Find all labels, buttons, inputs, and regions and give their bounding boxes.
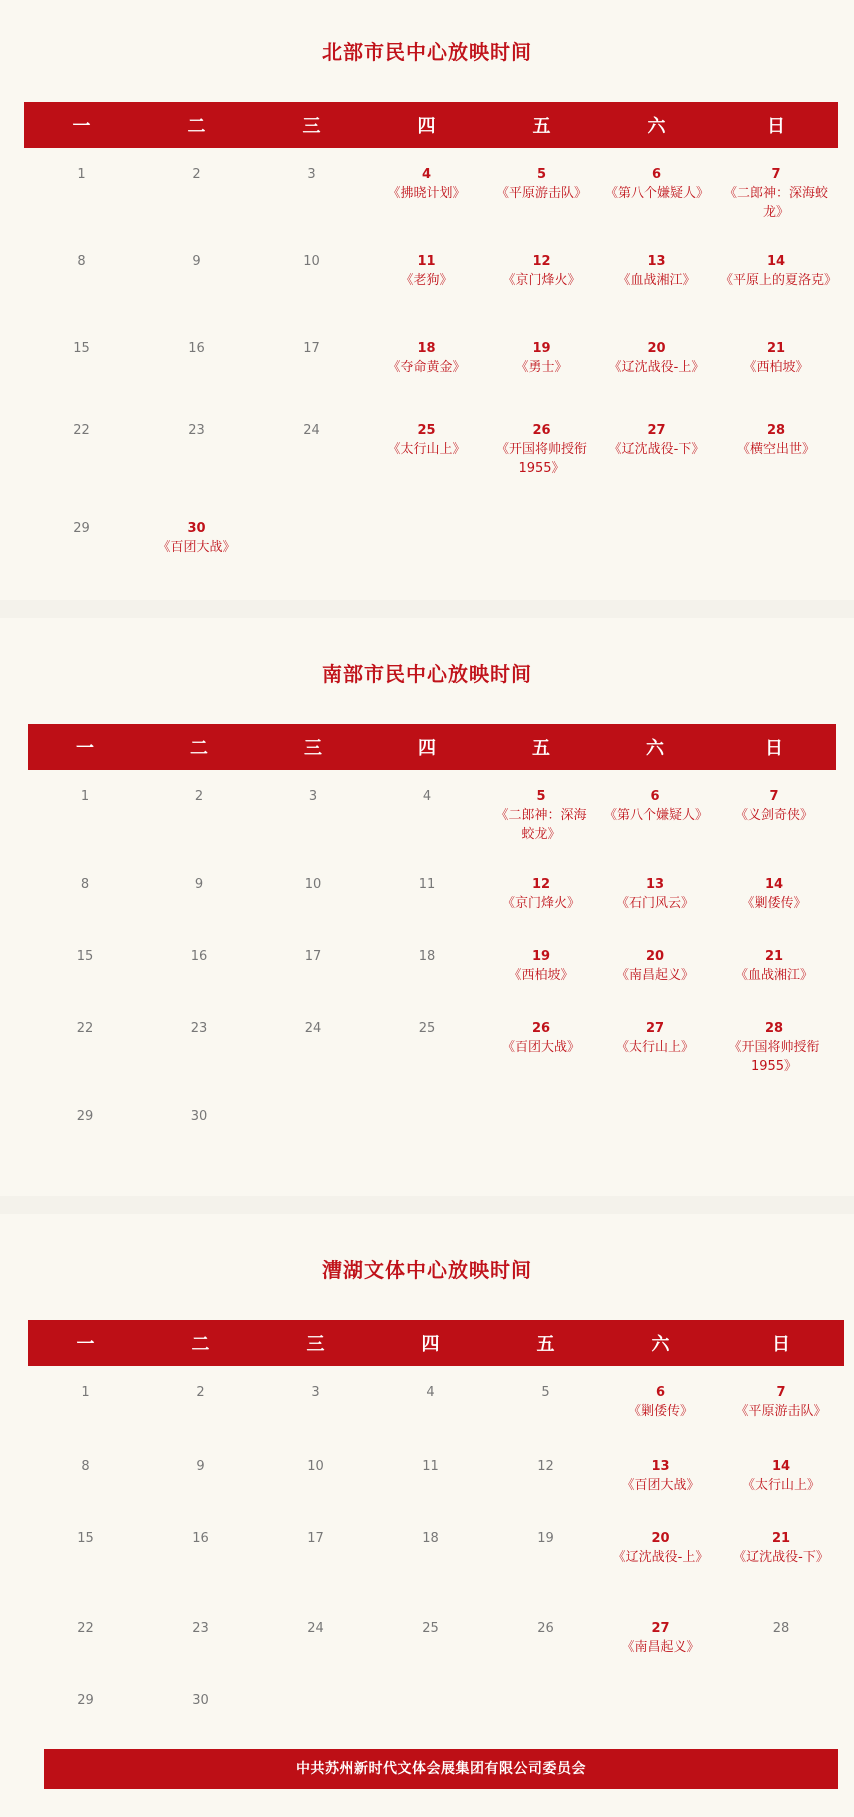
weekday-header: 六 (598, 724, 712, 770)
day-number: 10 (307, 1459, 324, 1474)
calendar-day-cell (603, 1512, 718, 1602)
calendar-day-cell (369, 148, 484, 235)
calendar-body (24, 148, 838, 592)
calendar-day-cell (139, 148, 254, 235)
calendar-day-cell (599, 502, 714, 592)
calendar-day-cell (143, 1512, 258, 1602)
day-number: 18 (418, 949, 436, 964)
calendar-day-cell (714, 502, 838, 592)
calendar-day-cell (258, 1440, 373, 1512)
calendar-week-row (28, 1002, 836, 1090)
calendar-week-row (28, 930, 836, 1002)
film-title: 《第八个嫌疑人》 (605, 186, 710, 201)
film-title: 《义剑奇侠》 (734, 808, 813, 823)
day-number: 10 (304, 877, 322, 892)
calendar-day-cell (370, 858, 484, 930)
film-title: 《百团大战》 (621, 1478, 700, 1493)
section-divider (0, 600, 854, 618)
film-title: 《血战湘江》 (617, 273, 696, 288)
day-number: 8 (81, 1459, 90, 1474)
day-number: 27 (645, 1021, 665, 1036)
day-number: 30 (187, 521, 206, 536)
section-title-north: 北部市民中心放映时间 (322, 40, 532, 64)
film-title: 《辽沈战役-上》 (608, 360, 705, 375)
day-number: 25 (417, 423, 436, 438)
film-title: 《西柏坡》 (508, 968, 574, 983)
day-number: 18 (422, 1531, 439, 1546)
day-number: 3 (311, 1385, 320, 1400)
day-number: 28 (764, 1021, 784, 1036)
day-number: 22 (73, 423, 90, 438)
calendar-day-cell (24, 148, 139, 235)
day-number: 24 (303, 423, 320, 438)
calendar-day-cell (603, 1366, 718, 1440)
day-number: 30 (192, 1693, 209, 1708)
calendar-day-cell (370, 770, 484, 858)
calendar-week-row (28, 1090, 836, 1162)
day-number: 29 (77, 1693, 94, 1708)
film-title: 《血战湘江》 (734, 968, 813, 983)
calendar-day-cell (484, 404, 599, 502)
calendar-day-cell (488, 1602, 603, 1674)
day-number: 1 (81, 1385, 90, 1400)
calendar-day-cell (254, 322, 369, 404)
calendar-day-cell (24, 502, 139, 592)
day-number: 2 (194, 789, 204, 804)
weekday-header: 二 (143, 1320, 258, 1366)
day-number: 13 (651, 1459, 670, 1474)
film-title: 《二郎神：深海蛟龙》 (723, 186, 828, 220)
calendar-day-cell (142, 930, 256, 1002)
day-number: 6 (651, 167, 662, 182)
weekday-header-row (28, 724, 836, 770)
film-title: 《石门风云》 (615, 896, 694, 911)
calendar-week-row (28, 1512, 844, 1602)
film-title: 《辽沈战役-下》 (733, 1550, 829, 1565)
film-title: 《百团大战》 (157, 540, 236, 555)
calendar-day-cell (139, 502, 254, 592)
calendar-week-row (28, 858, 836, 930)
calendar-day-cell (373, 1366, 488, 1440)
calendar-day-cell (143, 1602, 258, 1674)
film-title: 《拂晓计划》 (387, 186, 466, 201)
day-number: 9 (192, 254, 201, 269)
calendar-day-cell (599, 322, 714, 404)
weekday-header: 日 (718, 1320, 844, 1366)
weekday-header: 二 (142, 724, 256, 770)
calendar-day-cell (142, 858, 256, 930)
calendar-day-cell (256, 858, 370, 930)
day-number: 8 (77, 254, 86, 269)
weekday-header: 六 (599, 102, 714, 148)
film-title: 《第八个嫌疑人》 (604, 808, 709, 823)
day-number: 7 (771, 167, 781, 182)
calendar-day-cell (373, 1602, 488, 1674)
weekday-header: 三 (254, 102, 369, 148)
calendar-day-cell (139, 404, 254, 502)
day-number: 6 (655, 1385, 666, 1400)
day-number: 19 (531, 949, 551, 964)
calendar-day-cell (714, 148, 838, 235)
day-number: 1 (80, 789, 90, 804)
day-number: 23 (188, 423, 205, 438)
calendar-day-cell (484, 1002, 598, 1090)
day-number: 9 (196, 1459, 205, 1474)
calendar-day-cell (254, 502, 369, 592)
calendar-week-row (28, 1602, 844, 1674)
day-number: 22 (77, 1621, 94, 1636)
day-number: 15 (77, 1531, 94, 1546)
weekday-header: 日 (712, 724, 836, 770)
day-number: 28 (772, 1621, 790, 1636)
calendar-day-cell (714, 322, 838, 404)
day-number: 17 (304, 949, 322, 964)
day-number: 4 (426, 1385, 435, 1400)
calendar-day-cell (484, 1090, 598, 1162)
calendar-day-cell (24, 322, 139, 404)
day-number: 20 (651, 1531, 670, 1546)
calendar-day-cell (254, 148, 369, 235)
calendar-day-cell (373, 1674, 488, 1734)
day-number: 4 (421, 167, 432, 182)
calendar-day-cell (488, 1366, 603, 1440)
film-title: 《京门烽火》 (502, 273, 581, 288)
calendar-day-cell (28, 1440, 143, 1512)
weekday-header: 三 (258, 1320, 373, 1366)
calendar-day-cell (599, 404, 714, 502)
day-number: 5 (536, 167, 547, 182)
day-number: 29 (73, 521, 90, 536)
day-number: 6 (650, 789, 660, 804)
calendar-day-cell (143, 1366, 258, 1440)
calendar-day-cell (718, 1512, 844, 1602)
day-number: 14 (771, 1459, 791, 1474)
calendar-day-cell (599, 148, 714, 235)
day-number: 24 (307, 1621, 324, 1636)
film-title: 《勇士》 (515, 360, 568, 375)
calendar-day-cell (484, 502, 599, 592)
calendar-day-cell (484, 858, 598, 930)
day-number: 16 (190, 949, 208, 964)
calendar-day-cell (714, 235, 838, 322)
calendar-week-row (28, 1366, 844, 1440)
calendar-body (28, 770, 836, 1162)
film-title: 《太行山上》 (387, 442, 466, 457)
day-number: 10 (303, 254, 320, 269)
film-title: 《辽沈战役-上》 (612, 1550, 709, 1565)
film-title: 《二郎神：深海蛟龙》 (495, 808, 587, 842)
weekday-header: 五 (484, 102, 599, 148)
calendar-day-cell (488, 1440, 603, 1512)
weekday-header: 六 (603, 1320, 718, 1366)
film-title: 《开国将帅授衔1955》 (728, 1040, 820, 1074)
day-number: 5 (536, 789, 546, 804)
day-number: 1 (77, 167, 86, 182)
calendar-day-cell (370, 1002, 484, 1090)
calendar-north (24, 102, 838, 592)
calendar-day-cell (718, 1440, 844, 1512)
day-number: 26 (531, 1021, 551, 1036)
day-number: 21 (766, 341, 786, 356)
day-number: 17 (303, 341, 320, 356)
section-divider (0, 1196, 854, 1214)
film-title: 《南昌起义》 (621, 1640, 700, 1655)
film-title: 《剿倭传》 (627, 1404, 693, 1419)
calendar-week-row (24, 404, 838, 502)
day-number: 7 (769, 789, 779, 804)
day-number: 21 (764, 949, 784, 964)
day-number: 29 (76, 1109, 94, 1124)
calendar-day-cell (258, 1512, 373, 1602)
calendar-week-row (28, 770, 836, 858)
day-number: 27 (651, 1621, 670, 1636)
day-number: 14 (766, 254, 786, 269)
day-number: 19 (537, 1531, 554, 1546)
day-number: 20 (647, 341, 666, 356)
calendar-day-cell (484, 322, 599, 404)
weekday-header: 五 (484, 724, 598, 770)
film-title: 《南昌起义》 (615, 968, 694, 983)
film-title: 《剿倭传》 (741, 896, 807, 911)
film-title: 《辽沈战役-下》 (608, 442, 705, 457)
calendar-day-cell (28, 770, 142, 858)
day-number: 7 (776, 1385, 786, 1400)
calendar-caohu (28, 1320, 844, 1734)
calendar-day-cell (139, 235, 254, 322)
day-number: 15 (76, 949, 94, 964)
weekday-header-row (28, 1320, 844, 1366)
calendar-south (28, 724, 836, 1162)
day-number: 9 (194, 877, 204, 892)
calendar-day-cell (28, 1674, 143, 1734)
calendar-day-cell (143, 1674, 258, 1734)
calendar-day-cell (712, 858, 836, 930)
calendar-day-cell (598, 1090, 712, 1162)
film-title: 《夺命黄金》 (387, 360, 466, 375)
calendar-day-cell (142, 1090, 256, 1162)
calendar-day-cell (598, 770, 712, 858)
calendar-day-cell (370, 930, 484, 1002)
calendar-day-cell (603, 1602, 718, 1674)
calendar-day-cell (258, 1366, 373, 1440)
day-number: 2 (192, 167, 201, 182)
day-number: 28 (766, 423, 786, 438)
calendar-day-cell (718, 1674, 844, 1734)
section-title-south: 南部市民中心放映时间 (322, 662, 532, 686)
day-number: 24 (304, 1021, 322, 1036)
calendar-day-cell (28, 1602, 143, 1674)
day-number: 22 (76, 1021, 94, 1036)
film-title: 《横空出世》 (736, 442, 815, 457)
calendar-week-row (28, 1674, 844, 1734)
weekday-header: 五 (488, 1320, 603, 1366)
day-number: 3 (308, 789, 318, 804)
calendar-day-cell (254, 404, 369, 502)
calendar-day-cell (714, 404, 838, 502)
day-number: 2 (196, 1385, 205, 1400)
calendar-day-cell (254, 235, 369, 322)
calendar-day-cell (256, 1002, 370, 1090)
calendar-day-cell (598, 858, 712, 930)
calendar-day-cell (258, 1602, 373, 1674)
calendar-week-row (28, 1440, 844, 1512)
calendar-week-row (24, 235, 838, 322)
calendar-day-cell (139, 322, 254, 404)
calendar-day-cell (258, 1674, 373, 1734)
weekday-header: 四 (373, 1320, 488, 1366)
calendar-day-cell (28, 1002, 142, 1090)
day-number: 12 (532, 254, 551, 269)
calendar-day-cell (142, 1002, 256, 1090)
weekday-header: 日 (714, 102, 838, 148)
calendar-day-cell (369, 322, 484, 404)
film-title: 《平原游击队》 (495, 186, 587, 201)
calendar-day-cell (712, 770, 836, 858)
day-number: 18 (417, 341, 436, 356)
calendar-day-cell (256, 1090, 370, 1162)
weekday-header: 一 (28, 1320, 143, 1366)
day-number: 11 (417, 254, 436, 269)
film-title: 《太行山上》 (615, 1040, 694, 1055)
day-number: 8 (80, 877, 90, 892)
calendar-day-cell (718, 1366, 844, 1440)
day-number: 11 (418, 877, 436, 892)
calendar-day-cell (488, 1674, 603, 1734)
weekday-header-row (24, 102, 838, 148)
footer-banner: 中共苏州新时代文体会展集团有限公司委员会 (44, 1749, 838, 1789)
calendar-day-cell (603, 1440, 718, 1512)
day-number: 25 (422, 1621, 439, 1636)
calendar-day-cell (373, 1512, 488, 1602)
calendar-day-cell (484, 148, 599, 235)
calendar-day-cell (369, 235, 484, 322)
day-number: 11 (422, 1459, 439, 1474)
day-number: 27 (647, 423, 666, 438)
calendar-day-cell (28, 858, 142, 930)
film-title: 《平原游击队》 (735, 1404, 827, 1419)
calendar-day-cell (598, 1002, 712, 1090)
film-title: 《百团大战》 (501, 1040, 580, 1055)
film-title: 《开国将帅授衔1955》 (495, 442, 587, 476)
calendar-day-cell (718, 1602, 844, 1674)
calendar-day-cell (369, 404, 484, 502)
calendar-day-cell (598, 930, 712, 1002)
weekday-header: 一 (28, 724, 142, 770)
day-number: 26 (537, 1621, 554, 1636)
calendar-day-cell (142, 770, 256, 858)
calendar-day-cell (603, 1674, 718, 1734)
calendar-day-cell (28, 1090, 142, 1162)
calendar-day-cell (712, 1090, 836, 1162)
day-number: 12 (531, 877, 551, 892)
weekday-header: 四 (370, 724, 484, 770)
film-title: 《京门烽火》 (501, 896, 580, 911)
weekday-header: 三 (256, 724, 370, 770)
weekday-header: 四 (369, 102, 484, 148)
day-number: 20 (645, 949, 665, 964)
calendar-day-cell (488, 1512, 603, 1602)
film-title: 《西柏坡》 (743, 360, 809, 375)
day-number: 21 (771, 1531, 791, 1546)
calendar-day-cell (24, 235, 139, 322)
calendar-day-cell (28, 1512, 143, 1602)
calendar-day-cell (28, 1366, 143, 1440)
calendar-day-cell (256, 930, 370, 1002)
calendar-day-cell (712, 1002, 836, 1090)
calendar-day-cell (599, 235, 714, 322)
day-number: 5 (541, 1385, 550, 1400)
day-number: 16 (188, 341, 205, 356)
film-title: 《太行山上》 (741, 1478, 820, 1493)
day-number: 13 (647, 254, 666, 269)
calendar-body (28, 1366, 844, 1734)
calendar-day-cell (484, 770, 598, 858)
calendar-day-cell (256, 770, 370, 858)
day-number: 16 (192, 1531, 209, 1546)
section-title-caohu: 漕湖文体中心放映时间 (322, 1258, 532, 1282)
calendar-day-cell (712, 930, 836, 1002)
day-number: 13 (645, 877, 665, 892)
day-number: 25 (418, 1021, 436, 1036)
day-number: 26 (532, 423, 551, 438)
weekday-header: 一 (24, 102, 139, 148)
calendar-day-cell (484, 235, 599, 322)
day-number: 3 (307, 167, 316, 182)
film-title: 《平原上的夏洛克》 (720, 273, 838, 288)
weekday-header: 二 (139, 102, 254, 148)
calendar-day-cell (143, 1440, 258, 1512)
day-number: 14 (764, 877, 784, 892)
film-title: 《老狗》 (400, 273, 453, 288)
day-number: 23 (190, 1021, 208, 1036)
calendar-week-row (24, 502, 838, 592)
calendar-week-row (24, 148, 838, 235)
day-number: 30 (190, 1109, 208, 1124)
day-number: 17 (307, 1531, 324, 1546)
day-number: 15 (73, 341, 90, 356)
calendar-day-cell (484, 930, 598, 1002)
calendar-week-row (24, 322, 838, 404)
day-number: 12 (537, 1459, 554, 1474)
calendar-day-cell (28, 930, 142, 1002)
day-number: 19 (532, 341, 551, 356)
calendar-day-cell (373, 1440, 488, 1512)
calendar-day-cell (24, 404, 139, 502)
calendar-day-cell (369, 502, 484, 592)
day-number: 23 (192, 1621, 209, 1636)
calendar-day-cell (370, 1090, 484, 1162)
day-number: 4 (422, 789, 432, 804)
